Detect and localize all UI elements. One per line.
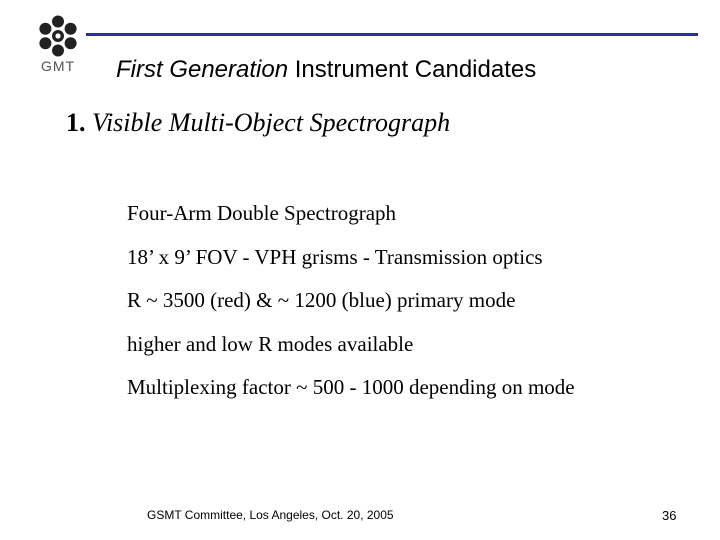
gmt-logo xyxy=(34,12,82,78)
section-title: Visible Multi-Object Spectrograph xyxy=(92,108,451,137)
title-italic: First Generation xyxy=(116,56,289,83)
page-number: 36 xyxy=(662,508,677,523)
footer-text: GSMT Committee, Los Angeles, Oct. 20, 2005 xyxy=(147,508,394,522)
bullet-list xyxy=(127,199,575,417)
section-heading xyxy=(66,108,450,138)
section-number: 1. xyxy=(66,108,86,137)
gmt-mirror-segments-icon xyxy=(34,12,82,60)
list-item: 18’ x 9’ FOV - VPH grisms - Transmission optics xyxy=(127,244,543,269)
logo-text: GMT xyxy=(40,58,76,74)
list-item: Four-Arm Double Spectrograph xyxy=(127,201,397,225)
list-item: higher and low R modes available xyxy=(127,331,414,356)
title-rest: Instrument Candidates xyxy=(288,56,537,83)
list-item: R ~ 3500 (red) & ~ 1200 (blue) primary mode xyxy=(127,288,516,312)
title-rule xyxy=(86,33,698,36)
list-item: Multiplexing factor ~ 500 - 1000 depending on mode xyxy=(127,375,575,399)
page-title xyxy=(116,56,536,84)
